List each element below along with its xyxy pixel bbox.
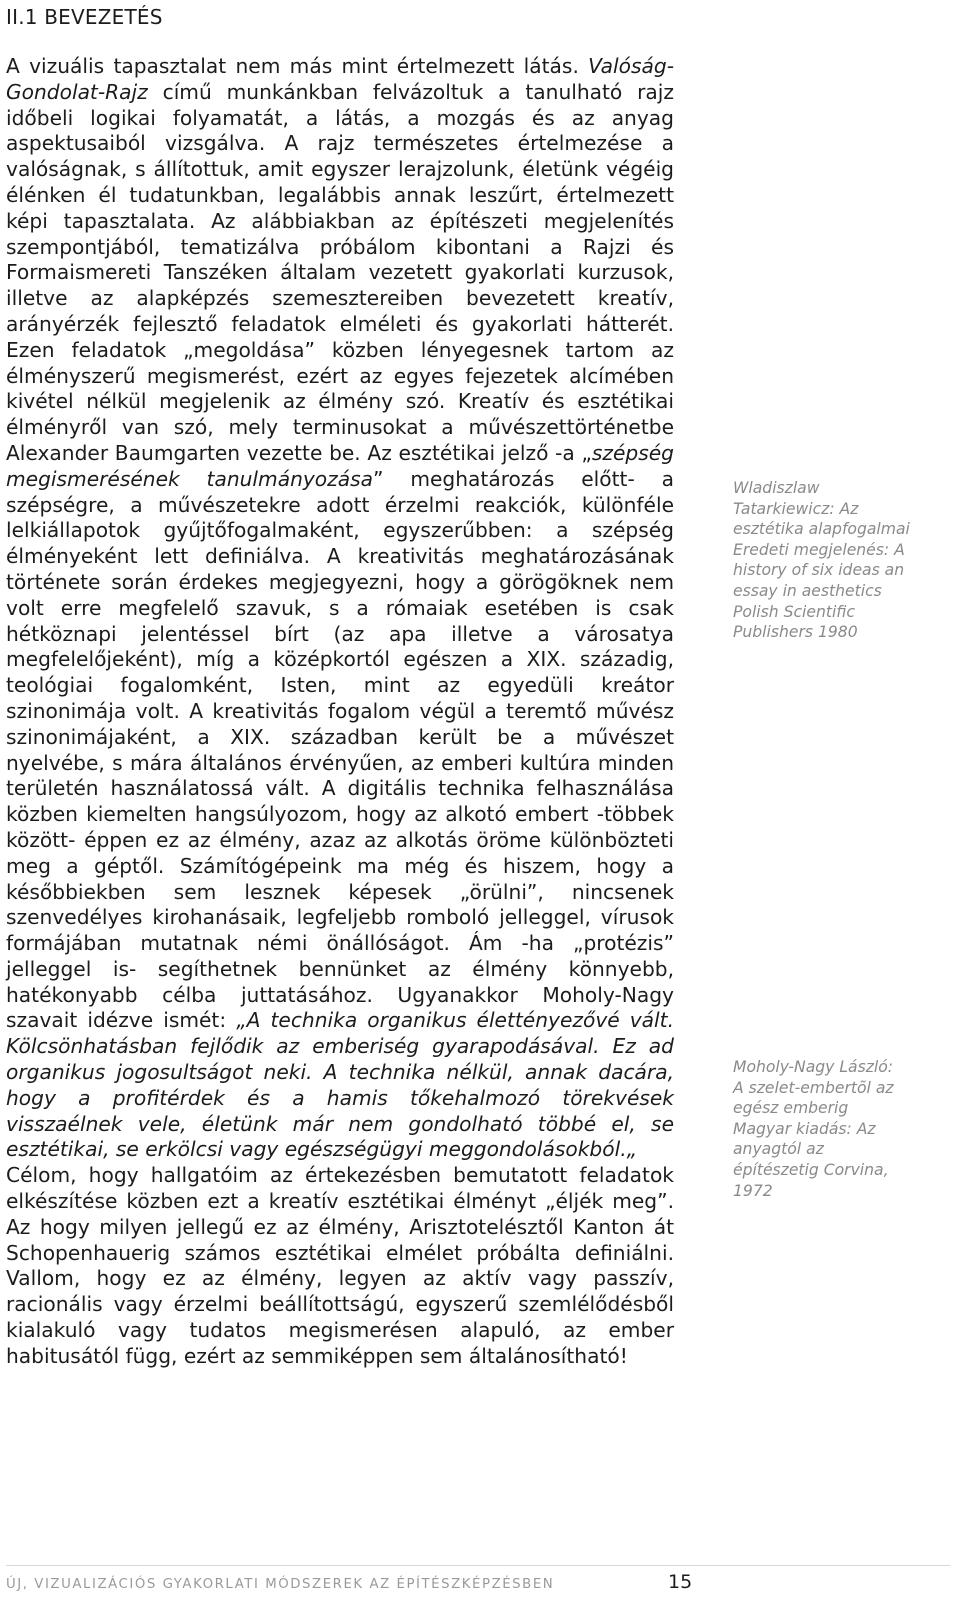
paragraph-1-definition-italic: szépség megismerésének tanulmányozása xyxy=(6,440,674,491)
note-line: A szelet-embertõl az xyxy=(733,1078,894,1097)
note-line: Eredeti megjelenés: A xyxy=(733,540,905,559)
paragraph-1-part-c: című munkánkban felvázoltuk a tanulható rajz időbeli logikai folyamatát, a látás, a mozgás és az anyag aspektusaiból vizsgálva. A rajz természetes értelmezése a valóságnak, s állítottuk, amit egyszer lerajzolunk, életünk végéig élénken él tudatunkban, legalábbis annak leszűrt, értelmezett képi tapasztalata. Az alábbiakban az építészeti megjelenítés szempontjából, tematizálva próbálom kibontani a Rajzi és Formaismereti Tanszéken általam vezetett gyakorlati kurzusok, illetve az alapképzés szemesztereiben bevezetett kreatív, arányérzék fejlesztő feladatok elméleti és gyakorlati hátterét. Ezen feladatok „megoldása” közben lényegesnek tartom az élményszerű megismerést, ezért az egyes fejezetek alcímében kivétel nélkül megjelenik az élmény szó. Kreatív és esztétikai élményről van szó, mely terminusokat a művészettörténetbe Alexander Baumgarten vezette be. Az esztétikai jelző -a „ xyxy=(6,79,674,465)
section-heading: II.1 BEVEZETÉS xyxy=(6,5,163,29)
note-line: Publishers 1980 xyxy=(733,623,858,642)
note-line: esztétika alapfogalmai xyxy=(733,520,910,539)
note-line: Polish Scientific xyxy=(733,602,855,621)
note-line: history of six ideas an xyxy=(733,561,905,580)
note-line: anyagtól az xyxy=(733,1140,824,1159)
footer-divider xyxy=(6,1565,950,1566)
note-line: Tatarkiewicz: Az xyxy=(733,499,859,518)
paragraph-1 xyxy=(6,54,674,1163)
note-line: Moholy-Nagy László: xyxy=(733,1058,894,1076)
paragraph-1-part-e: ” meghatározás előtt- a szépségre, a művészetekre adott érzelmi reakciók, különféle lelkiállapotok gyűjtőfogalmaként, egyszerűbben: a szépség élményeként lett definiálva. A kreativitás meghatározásának története során érdekes megjegyezni, hogy a görögöknek nem volt erre megfelelő szavuk, s a rómaiak esetében is csak hétköznapi jelentéssel bírt (az apa illetve a városatya megfelelőjeként), míg a középkortól egészen a XIX. századig, teológiai fogalomként, Isten, mint az egyedüli kreátor szinonimája volt. A kreativitás fogalom végül a teremtő művész szinonimájaként, a XIX. században került be a művészet nyelvébe, s mára általános érvényűen, az emberi kultúra minden területén használatossá vált. A digitális technika felhasználása közben kiemelten hangsúlyozom, hogy az alkotó embert -többek között- éppen ez az élmény, azaz az alkotás öröme különbözteti meg a géptől. Számítógépeink ma még és hiszem, hogy a későbbiekben sem lesznek képesek „örülni”, nincsenek szenvedélyes kirohanásaik, legfeljebb romboló jelleggel, vírusok formájában mutatnak némi önállóságot. Ám -ha „protézis” jelleggel is- segíthetnek bennünket az élmény könnyebb, hatékonyabb célba juttatásához. Ugyanakkor Moholy-Nagy szavait idézve ismét: xyxy=(6,466,674,1033)
paragraph-1-quote-italic: „A technika organikus élettényezővé vált. Kölcsönhatásban fejlődik az emberiség gyarapodásával. Ez ad organikus jogosultságot neki. A technika nélkül, annak dacára, hogy a profitérdek és a hamis tőkehalmozó törekvések visszaélnek vele, életünk már nem gondolható többé el, se esztétikai, se erkölcsi vagy egészségügyi meggondolásokból.„ xyxy=(6,1008,674,1162)
margin-note-tatarkiewicz xyxy=(733,478,948,643)
note-line: essay in aesthetics xyxy=(733,581,882,600)
note-line: 1972 xyxy=(733,1181,773,1200)
margin-note-moholy-nagy xyxy=(733,1057,948,1201)
note-line: Wladiszlaw xyxy=(733,479,820,497)
page-number: 15 xyxy=(668,1571,693,1593)
footer-title: ÚJ, VIZUALIZÁCIÓS GYAKORLATI MÓDSZEREK AZ ÉPÍTÉSZKÉPZÉSBEN xyxy=(6,1577,555,1592)
paragraph-2: Célom, hogy hallgatóim az értekezésben bemutatott feladatok elkészítése közben ezt a kreatív esztétikai élményt „éljék meg”. Az hogy milyen jellegű ez az élmény, Arisztotelésztől Kanton át Schopenhauerig számos esztétikai elmélet próbálta definiálni. Vallom, hogy ez az élmény, legyen az aktív vagy passzív, racionális vagy érzelmi beállítottságú, egyszerű szemlélődésből kialakuló vagy tudatos megismerésen alapuló, az ember habitusától függ, ezért az semmiképpen sem általánosítható! xyxy=(6,1163,674,1368)
paragraph-1-title-italic: Valóság-Gondolat-Rajz xyxy=(6,54,674,104)
note-line: Magyar kiadás: Az xyxy=(733,1119,876,1138)
body-text xyxy=(6,54,674,1370)
note-line: egész emberig xyxy=(733,1099,849,1118)
note-line: építészetig Corvina, xyxy=(733,1160,889,1179)
paragraph-1-part-a: A vizuális tapasztalat nem más mint értelmezett látás. xyxy=(6,54,589,78)
